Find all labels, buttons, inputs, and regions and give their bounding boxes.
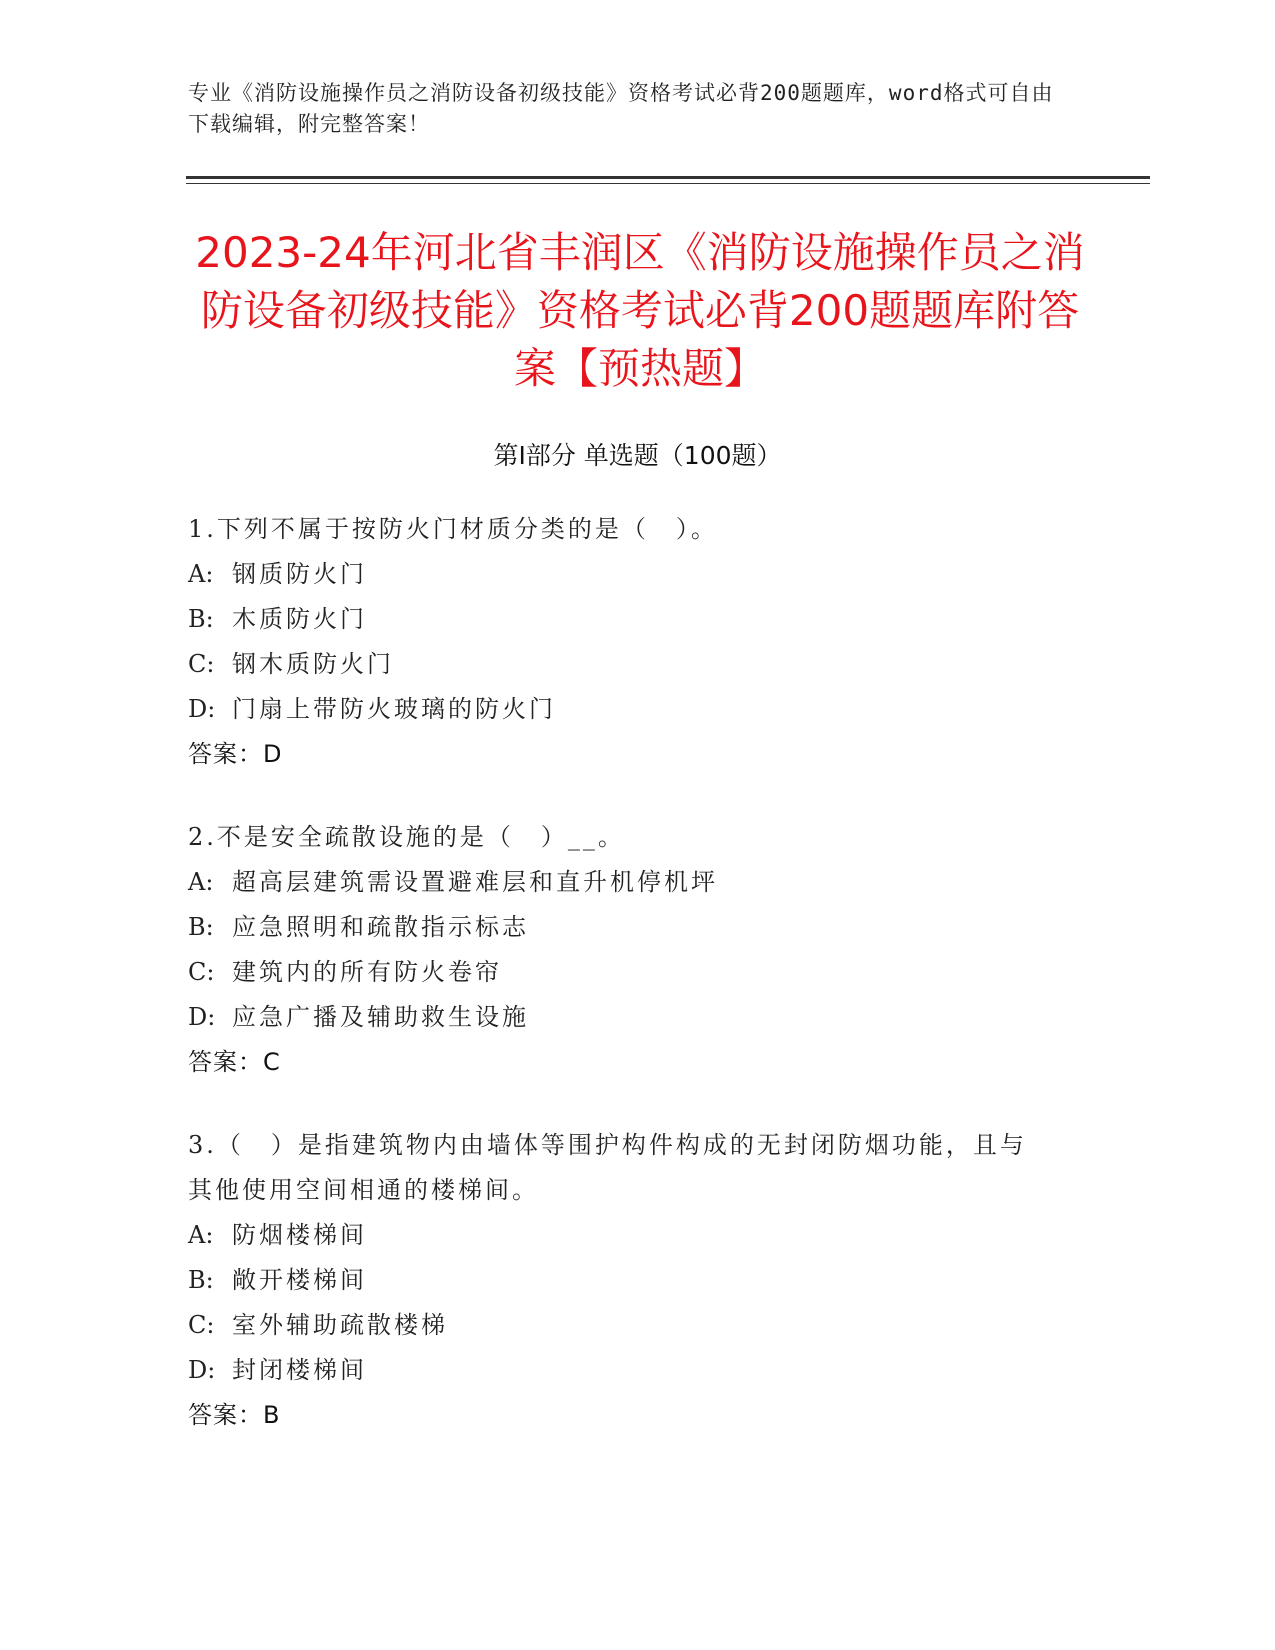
option-text: 敞开楼梯间 xyxy=(232,1266,367,1294)
option-key: D: xyxy=(188,695,216,723)
option-key: A: xyxy=(188,868,214,896)
option-text: 防烟楼梯间 xyxy=(232,1221,367,1249)
option-key: C: xyxy=(188,958,215,986)
question-stem: 1.下列不属于按防火门材质分类的是（ ）。 xyxy=(188,515,718,543)
question-stem: 3.（ ）是指建筑物内由墙体等围护构件构成的无封闭防烟功能，且与其他使用空间相通的楼梯间。 xyxy=(188,1131,1027,1204)
option-a xyxy=(188,860,1088,905)
option-key: B: xyxy=(188,1266,214,1294)
option-a xyxy=(188,1213,1048,1258)
header-divider-thick xyxy=(186,176,1150,179)
option-text: 应急照明和疏散指示标志 xyxy=(232,913,529,941)
option-key: B: xyxy=(188,605,214,633)
answer-label: 答案：C xyxy=(188,1048,281,1076)
section-heading: 第I部分 单选题（100题） xyxy=(493,441,782,470)
option-key: C: xyxy=(188,650,215,678)
question-1 xyxy=(188,507,1088,777)
option-text: 超高层建筑需设置避难层和直升机停机坪 xyxy=(232,868,718,896)
question-3 xyxy=(188,1123,1048,1438)
option-text: 钢质防火门 xyxy=(232,560,367,588)
option-text: 木质防火门 xyxy=(232,605,367,633)
answer-label: 答案：B xyxy=(188,1401,281,1429)
question-stem: 2.不是安全疏散设施的是（ ）__。 xyxy=(188,823,625,851)
option-text: 封闭楼梯间 xyxy=(232,1356,367,1384)
option-key: A: xyxy=(188,1221,214,1249)
header-note: 专业《消防设施操作员之消防设备初级技能》资格考试必背200题题库，word格式可自由下载编辑，附完整答案！ xyxy=(188,81,1054,136)
option-d xyxy=(188,1348,1048,1393)
option-key: D: xyxy=(188,1356,216,1384)
option-text: 钢木质防火门 xyxy=(232,650,394,678)
option-text: 门扇上带防火玻璃的防火门 xyxy=(232,695,556,723)
option-a xyxy=(188,552,1088,597)
header-divider-thin xyxy=(186,183,1150,184)
answer-label: 答案：D xyxy=(188,740,283,768)
option-d xyxy=(188,995,1088,1040)
option-key: C: xyxy=(188,1311,215,1339)
option-key: B: xyxy=(188,913,214,941)
option-b xyxy=(188,597,1088,642)
document-title: 2023-24年河北省丰润区《消防设施操作员之消防设备初级技能》资格考试必背200题题库附答案【预热题】 xyxy=(195,228,1085,393)
option-d xyxy=(188,687,1088,732)
option-text: 应急广播及辅助救生设施 xyxy=(232,1003,529,1031)
option-text: 建筑内的所有防火卷帘 xyxy=(232,958,502,986)
option-text: 室外辅助疏散楼梯 xyxy=(232,1311,448,1339)
option-b xyxy=(188,905,1088,950)
option-b xyxy=(188,1258,1048,1303)
option-key: A: xyxy=(188,560,214,588)
option-key: D: xyxy=(188,1003,216,1031)
option-c xyxy=(188,1303,1048,1348)
option-c xyxy=(188,950,1088,995)
question-2 xyxy=(188,815,1088,1085)
option-c xyxy=(188,642,1088,687)
